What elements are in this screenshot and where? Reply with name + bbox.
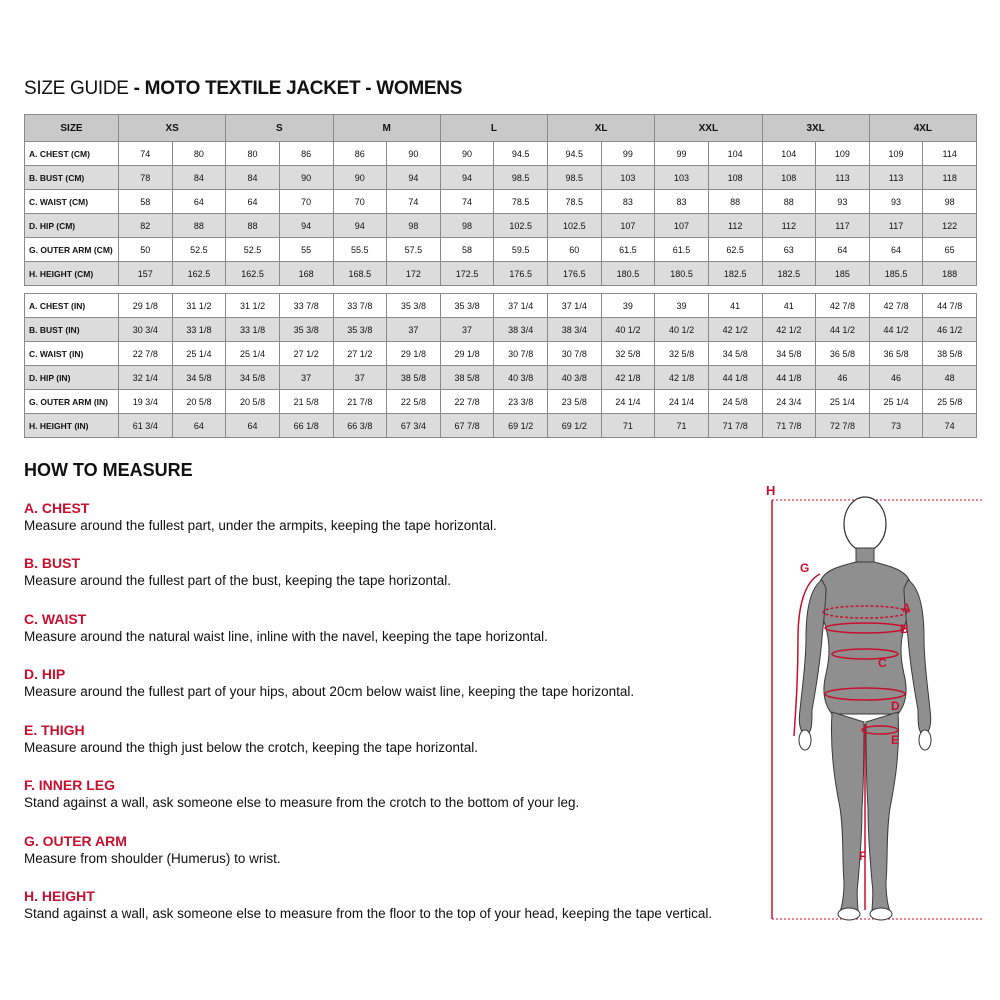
table-row [25,414,977,438]
table-row [25,342,977,366]
table-cell: 180.5 [655,262,709,286]
table-cell: 107 [655,214,709,238]
table-cell: 32 5/8 [601,342,655,366]
table-cell: 44 7/8 [923,294,977,318]
table-cell: 86 [333,142,387,166]
table-cell: 30 7/8 [494,342,548,366]
table-cell: 35 3/8 [279,318,333,342]
table-row [25,318,977,342]
table-cell: 88 [172,214,226,238]
label-f: F [859,849,867,863]
table-cell: 83 [601,190,655,214]
table-cell: 90 [440,142,494,166]
table-cell: 40 3/8 [494,366,548,390]
table-cell: 66 3/8 [333,414,387,438]
table-cell: 35 3/8 [440,294,494,318]
row-label: D. HIP (CM) [25,214,119,238]
table-cell: 162.5 [226,262,280,286]
title-prefix: SIZE GUIDE [24,78,129,99]
table-cell: 33 1/8 [226,318,280,342]
row-label: G. OUTER ARM (CM) [25,238,119,262]
table-cell: 24 1/4 [601,390,655,414]
table-cell: 93 [816,190,870,214]
table-cell: 19 3/4 [119,390,173,414]
row-label: C. WAIST (CM) [25,190,119,214]
measure-item [24,555,754,589]
table-cell: 71 7/8 [762,414,816,438]
table-cell: 114 [923,142,977,166]
measure-description: Measure around the fullest part of your hips, about 20cm below waist line, keeping the tape horizontal. [24,684,635,699]
table-cell: 34 5/8 [708,342,762,366]
table-cell: 58 [119,190,173,214]
table-cell: 46 [869,366,923,390]
table-cell: 99 [655,142,709,166]
table-cell: 98 [923,190,977,214]
table-cell: 71 7/8 [708,414,762,438]
table-cell: 38 5/8 [923,342,977,366]
table-cell: 104 [762,142,816,166]
measure-item [24,500,754,534]
table-cell: 94.5 [494,142,548,166]
table-cell: 64 [226,190,280,214]
table-cell: 37 [440,318,494,342]
measure-title: E. THIGH [24,722,85,738]
table-cell: 67 3/4 [387,414,441,438]
table-cell: 176.5 [548,262,602,286]
table-cell: 108 [708,166,762,190]
row-label: G. OUTER ARM (IN) [25,390,119,414]
table-cell: 82 [119,214,173,238]
left-leg-shape [831,712,867,917]
size-header-xxl: XXL [655,115,762,142]
table-cell: 83 [655,190,709,214]
table-cell: 74 [440,190,494,214]
table-cell: 108 [762,166,816,190]
table-cell: 107 [601,214,655,238]
row-label: B. BUST (IN) [25,318,119,342]
table-cell: 74 [923,414,977,438]
table-cell: 94 [333,214,387,238]
table-cell: 99 [601,142,655,166]
table-row [25,214,977,238]
table-cell: 80 [172,142,226,166]
table-cell: 42 7/8 [816,294,870,318]
table-cell: 90 [387,142,441,166]
title-product: - MOTO TEXTILE JACKET - WOMENS [128,78,463,99]
measure-title: G. OUTER ARM [24,833,127,849]
table-cell: 32 1/4 [119,366,173,390]
table-cell: 55.5 [333,238,387,262]
table-header-row [25,115,977,142]
table-cell: 98 [440,214,494,238]
table-row [25,366,977,390]
body-figure [760,478,990,928]
measure-description: Measure around the natural waist line, inline with the navel, keeping the tape horizontal. [24,629,548,644]
table-cell: 117 [869,214,923,238]
table-cell: 48 [923,366,977,390]
table-row [25,142,977,166]
table-cell: 37 1/4 [494,294,548,318]
table-cell: 180.5 [601,262,655,286]
table-cell: 37 [387,318,441,342]
row-label: A. CHEST (CM) [25,142,119,166]
table-cell: 29 1/8 [387,342,441,366]
table-cell: 157 [119,262,173,286]
table-cell: 57.5 [387,238,441,262]
label-h: H [766,483,776,498]
table-cell: 30 7/8 [548,342,602,366]
table-cell: 59.5 [494,238,548,262]
table-row [25,238,977,262]
table-cell: 21 7/8 [333,390,387,414]
table-cell: 109 [869,142,923,166]
label-d: D [891,699,900,713]
measure-description: Measure around the fullest part, under the armpits, keeping the tape horizontal. [24,518,497,533]
table-cell: 32 5/8 [655,342,709,366]
body-diagram [760,478,990,928]
table-row [25,262,977,286]
size-header-3xl: 3XL [762,115,869,142]
row-label: H. HEIGHT (IN) [25,414,119,438]
table-cell: 41 [708,294,762,318]
table-cell: 70 [279,190,333,214]
table-cell: 113 [816,166,870,190]
measure-item [24,722,754,756]
measure-description: Stand against a wall, ask someone else to measure from the crotch to the bottom of your leg. [24,795,580,810]
table-cell: 25 5/8 [923,390,977,414]
table-cell: 69 1/2 [494,414,548,438]
table-cell: 35 3/8 [387,294,441,318]
measure-item [24,888,754,922]
table-cell: 64 [869,238,923,262]
table-cell: 94 [279,214,333,238]
table-cell: 38 3/4 [494,318,548,342]
measure-description: Measure around the fullest part of the bust, keeping the tape horizontal. [24,573,452,588]
table-cell: 42 1/8 [601,366,655,390]
table-cell: 112 [762,214,816,238]
table-cell: 182.5 [762,262,816,286]
table-cell: 29 1/8 [119,294,173,318]
row-label: A. CHEST (IN) [25,294,119,318]
measure-title: A. CHEST [24,500,90,516]
table-cell: 44 1/8 [762,366,816,390]
table-cell: 61.5 [655,238,709,262]
table-cell: 62.5 [708,238,762,262]
row-label: C. WAIST (IN) [25,342,119,366]
table-cell: 73 [869,414,923,438]
separator-cell [25,286,977,294]
measure-item [24,666,754,700]
torso-shape [819,562,911,714]
table-cell: 37 1/4 [548,294,602,318]
row-label: D. HIP (IN) [25,366,119,390]
table-cell: 36 5/8 [869,342,923,366]
label-g: G [800,561,810,575]
table-cell: 78 [119,166,173,190]
label-b: B [900,622,909,636]
left-foot-shape [838,908,860,920]
table-cell: 42 1/2 [762,318,816,342]
table-row [25,294,977,318]
table-cell: 172.5 [440,262,494,286]
left-hand-shape [799,730,811,750]
table-cell: 78.5 [494,190,548,214]
table-cell: 102.5 [494,214,548,238]
page-title [24,78,462,100]
row-label: B. BUST (CM) [25,166,119,190]
table-cell: 40 1/2 [601,318,655,342]
size-table [24,114,977,438]
table-cell: 31 1/2 [172,294,226,318]
table-cell: 23 5/8 [548,390,602,414]
table-cell: 78.5 [548,190,602,214]
table-cell: 176.5 [494,262,548,286]
table-cell: 42 1/8 [655,366,709,390]
measure-item [24,777,754,811]
measure-title: B. BUST [24,555,80,571]
table-cell: 117 [816,214,870,238]
table-cell: 71 [601,414,655,438]
table-cell: 74 [119,142,173,166]
left-arm-shape [799,580,826,736]
table-cell: 25 1/4 [226,342,280,366]
table-cell: 67 7/8 [440,414,494,438]
table-cell: 90 [333,166,387,190]
table-cell: 22 7/8 [440,390,494,414]
table-cell: 27 1/2 [333,342,387,366]
table-cell: 40 1/2 [655,318,709,342]
table-cell: 88 [762,190,816,214]
table-cell: 88 [226,214,280,238]
table-cell: 25 1/4 [172,342,226,366]
table-cell: 34 5/8 [762,342,816,366]
table-cell: 44 1/2 [816,318,870,342]
table-cell: 69 1/2 [548,414,602,438]
table-cell: 36 5/8 [816,342,870,366]
table-cell: 30 3/4 [119,318,173,342]
table-cell: 24 3/4 [762,390,816,414]
table-cell: 185.5 [869,262,923,286]
table-cell: 118 [923,166,977,190]
table-cell: 109 [816,142,870,166]
table-cell: 94 [440,166,494,190]
table-cell: 34 5/8 [172,366,226,390]
table-cell: 24 1/4 [655,390,709,414]
table-cell: 37 [333,366,387,390]
table-cell: 27 1/2 [279,342,333,366]
table-cell: 103 [655,166,709,190]
label-c: C [878,656,887,670]
head-shape [844,497,886,551]
table-cell: 22 5/8 [387,390,441,414]
size-header-s: S [226,115,333,142]
table-cell: 25 1/4 [869,390,923,414]
table-cell: 66 1/8 [279,414,333,438]
measure-title: C. WAIST [24,611,87,627]
table-cell: 70 [333,190,387,214]
table-cell: 80 [226,142,280,166]
table-cell: 84 [172,166,226,190]
table-cell: 61.5 [601,238,655,262]
table-cell: 34 5/8 [226,366,280,390]
measure-description: Stand against a wall, ask someone else to measure from the floor to the top of your head, keeping the tape vertical. [24,906,713,921]
table-cell: 44 1/2 [869,318,923,342]
table-row [25,390,977,414]
table-cell: 188 [923,262,977,286]
table-cell: 37 [279,366,333,390]
how-to-measure-heading: HOW TO MEASURE [24,460,193,480]
table-cell: 102.5 [548,214,602,238]
table-separator [25,286,977,294]
table-cell: 104 [708,142,762,166]
table-cell: 168.5 [333,262,387,286]
table-cell: 31 1/2 [226,294,280,318]
table-cell: 182.5 [708,262,762,286]
measure-title: H. HEIGHT [24,888,95,904]
table-cell: 42 1/2 [708,318,762,342]
table-row [25,190,977,214]
table-cell: 90 [279,166,333,190]
size-header-xl: XL [548,115,655,142]
table-cell: 64 [172,414,226,438]
table-cell: 39 [655,294,709,318]
table-cell: 65 [923,238,977,262]
table-cell: 64 [816,238,870,262]
table-cell: 64 [172,190,226,214]
measure-title: D. HIP [24,666,66,682]
table-cell: 29 1/8 [440,342,494,366]
table-cell: 98.5 [494,166,548,190]
measure-description: Measure from shoulder (Humerus) to wrist. [24,851,281,866]
table-cell: 93 [869,190,923,214]
table-cell: 63 [762,238,816,262]
label-a: A [902,601,911,615]
table-cell: 86 [279,142,333,166]
table-cell: 94.5 [548,142,602,166]
table-cell: 98 [387,214,441,238]
table-cell: 172 [387,262,441,286]
table-cell: 185 [816,262,870,286]
table-cell: 38 5/8 [387,366,441,390]
table-cell: 168 [279,262,333,286]
size-header-m: M [333,115,440,142]
table-cell: 42 7/8 [869,294,923,318]
table-cell: 50 [119,238,173,262]
table-cell: 74 [387,190,441,214]
table-cell: 88 [708,190,762,214]
table-cell: 35 3/8 [333,318,387,342]
table-cell: 60 [548,238,602,262]
row-label: H. HEIGHT (CM) [25,262,119,286]
table-cell: 39 [601,294,655,318]
table-cell: 55 [279,238,333,262]
label-e: E [891,733,900,747]
table-cell: 64 [226,414,280,438]
table-cell: 61 3/4 [119,414,173,438]
table-cell: 25 1/4 [816,390,870,414]
table-cell: 46 1/2 [923,318,977,342]
table-cell: 23 3/8 [494,390,548,414]
size-header-label: SIZE [25,115,119,142]
measure-title: F. INNER LEG [24,777,116,793]
table-cell: 52.5 [172,238,226,262]
measure-description: Measure around the thigh just below the crotch, keeping the tape horizontal. [24,740,479,755]
table-cell: 24 5/8 [708,390,762,414]
right-hand-shape [919,730,931,750]
table-cell: 44 1/8 [708,366,762,390]
table-cell: 20 5/8 [226,390,280,414]
table-cell: 38 3/4 [548,318,602,342]
size-header-l: L [440,115,547,142]
table-cell: 41 [762,294,816,318]
table-cell: 72 7/8 [816,414,870,438]
table-cell: 33 7/8 [279,294,333,318]
table-cell: 113 [869,166,923,190]
table-cell: 112 [708,214,762,238]
table-cell: 71 [655,414,709,438]
size-header-4xl: 4XL [869,115,976,142]
right-foot-shape [870,908,892,920]
size-header-xs: XS [119,115,226,142]
table-cell: 52.5 [226,238,280,262]
table-cell: 84 [226,166,280,190]
table-cell: 98.5 [548,166,602,190]
table-cell: 103 [601,166,655,190]
table-cell: 94 [387,166,441,190]
table-cell: 33 7/8 [333,294,387,318]
table-cell: 40 3/8 [548,366,602,390]
table-row [25,166,977,190]
measure-item [24,611,754,645]
table-cell: 38 5/8 [440,366,494,390]
table-cell: 58 [440,238,494,262]
table-cell: 122 [923,214,977,238]
table-cell: 22 7/8 [119,342,173,366]
table-cell: 162.5 [172,262,226,286]
table-cell: 46 [816,366,870,390]
measure-item [24,833,754,867]
table-cell: 20 5/8 [172,390,226,414]
table-cell: 21 5/8 [279,390,333,414]
table-cell: 33 1/8 [172,318,226,342]
